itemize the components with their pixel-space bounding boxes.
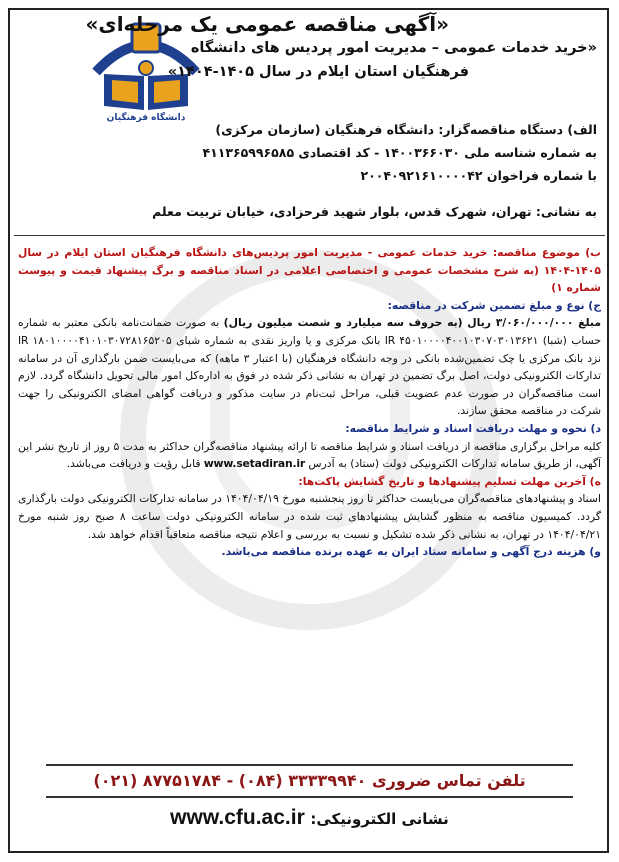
- section-e-paragraph: اسناد و پیشنهادهای مناقصه‌گران می‌بایست حداکثر تا روز پنجشنبه مورخ ۱۴۰۴/۰۴/۱۹ در سامانه تدارکات الکترونیکی دولت بارگذاری گردد. کمیسیون مناقصه به منظور گشایش پیشنهادهای ثبت شده در سامانه الکترونیکی دولت ساعت ۸ صبح روز شنبه مورخ ۱۴۰۴/۰۴/۲۱ در تهران، به نشانی ذکر شده تشکیل و نسبت به بررسی و اعلام نتیجه مناقصه متعاقباً اقدام خواهد شد.: [18, 492, 601, 541]
- section-d-paragraph: [18, 438, 601, 473]
- organizer-address: به نشانی: تهران، شهرک قدس، بلوار شهید فرحزادی، خیابان تربیت معلم: [152, 204, 597, 219]
- logo-caption: دانشگاه فرهنگیان: [106, 113, 186, 122]
- guarantee-details: به صورت ضمانت‌نامه بانکی معتبر به شماره حساب (شبا) IR ۴۵۰۱۰۰۰۰۴۰۰۱۰۳۰۷۰۳۰۱۳۶۲۱ بانک مرکزی و یا واریز نقدی به شماره شبای IR ۱۸۰۱۰۰۰۰۴۱۰۱۰۳۰۷۲۸۱۶۵۲۰۵ نزد بانک مرکزی یا چک تضمین‌شده بانکی در وجه دانشگاه فرهنگیان (با اعتبار ۳ ماهه) که می‌بایست ضمن بارگذاری آن در سامانه تدارکات الکترونیکی دولت، اصل برگ تضمین در تهران به نشانی ذکر شده در فوق به اداره‌کل امور مالی تحویل دانشگاه گردد. لازم است مناقصه‌گران در صورت عدم عضویت قبلی، مراحل ثبت‌نام در سایت مذکور و دریافت گواهی امضای الکترونیکی را جهت شرکت در مناقصه محقق سازند.: [18, 316, 601, 418]
- organizer-name: الف) دستگاه مناقصه‌گزار: دانشگاه فرهنگیان (سازمان مرکزی): [215, 122, 597, 137]
- header-divider: [14, 235, 605, 236]
- section-b-subject: ب) موضوع مناقصه: خرید خدمات عمومی - مدیریت امور پردیس‌های دانشگاه فرهنگیان استان ایلام در سال ۱۴۰۵-۱۴۰۴ (به شرح مشخصات عمومی و اختصاصی اعلامی در اسناد مناقصه و برگ پیشنهاد قیمت و پیوست شماره ۱): [18, 246, 601, 295]
- contact-phone: تلفن تماس ضروری ۳۳۳۳۹۹۴۰ (۰۸۴) - ۸۷۷۵۱۷۸۴ (۰۲۱): [46, 764, 573, 798]
- section-c-paragraph: [18, 314, 601, 420]
- organizer-ids: به شماره شناسه ملی ۱۴۰۰۳۶۶۰۳۰ - کد اقتصادی ۴۱۱۳۶۵۹۹۶۵۸۵: [202, 145, 597, 160]
- notice-subtitle-line-1: «خرید خدمات عمومی – مدیریت امور پردیس های دانشگاه: [190, 40, 597, 56]
- section-f-cost: و) هزینه درج آگهی و سامانه ستاد ایران به عهده برنده مناقصه می‌باشد.: [221, 545, 601, 559]
- notice-subtitle-line-2: فرهنگیان استان ایلام در سال ۱۴۰۵-۱۴۰۴»: [167, 64, 469, 80]
- notice-body: [18, 244, 601, 561]
- website-link[interactable]: www.cfu.ac.ir: [170, 806, 305, 829]
- section-e-heading: ه) آخرین مهلت تسلیم پیشنهادها و تاریخ گشایش پاکت‌ها:: [298, 474, 601, 488]
- call-number: با شماره فراخوان ۲۰۰۴۰۹۲۱۶۱۰۰۰۰۴۲: [360, 168, 597, 183]
- guarantee-amount: مبلغ ۳/۰۶۰/۰۰۰/۰۰۰ ریال (به حروف سه میلیارد و شصت میلیون ریال): [223, 316, 602, 330]
- contact-website: [60, 806, 559, 830]
- section-d-heading: د) نحوه و مهلت دریافت اسناد و شرایط مناقصه:: [345, 421, 601, 435]
- documents-tail: قابل رؤیت و دریافت می‌باشد.: [66, 457, 201, 471]
- notice-title: «آگهی مناقصه عمومی یک مرحله‌ای»: [85, 12, 449, 36]
- setad-link[interactable]: www.setadiran.ir: [203, 457, 305, 471]
- documents-details: کلیه مراحل برگزاری مناقصه از دریافت اسناد و شرایط مناقصه تا ارائه پیشنهاد مناقصه‌گران حداکثر به مدت ۵ روز از تاریخ نشر این آگهی، از طریق سامانه تدارکات الکترونیکی دولت (ستاد) به آدرس: [18, 439, 601, 471]
- website-label: نشانی الکترونیکی:: [310, 810, 449, 828]
- section-c-heading: ج) نوع و مبلغ تضمین شرکت در مناقصه:: [387, 298, 601, 312]
